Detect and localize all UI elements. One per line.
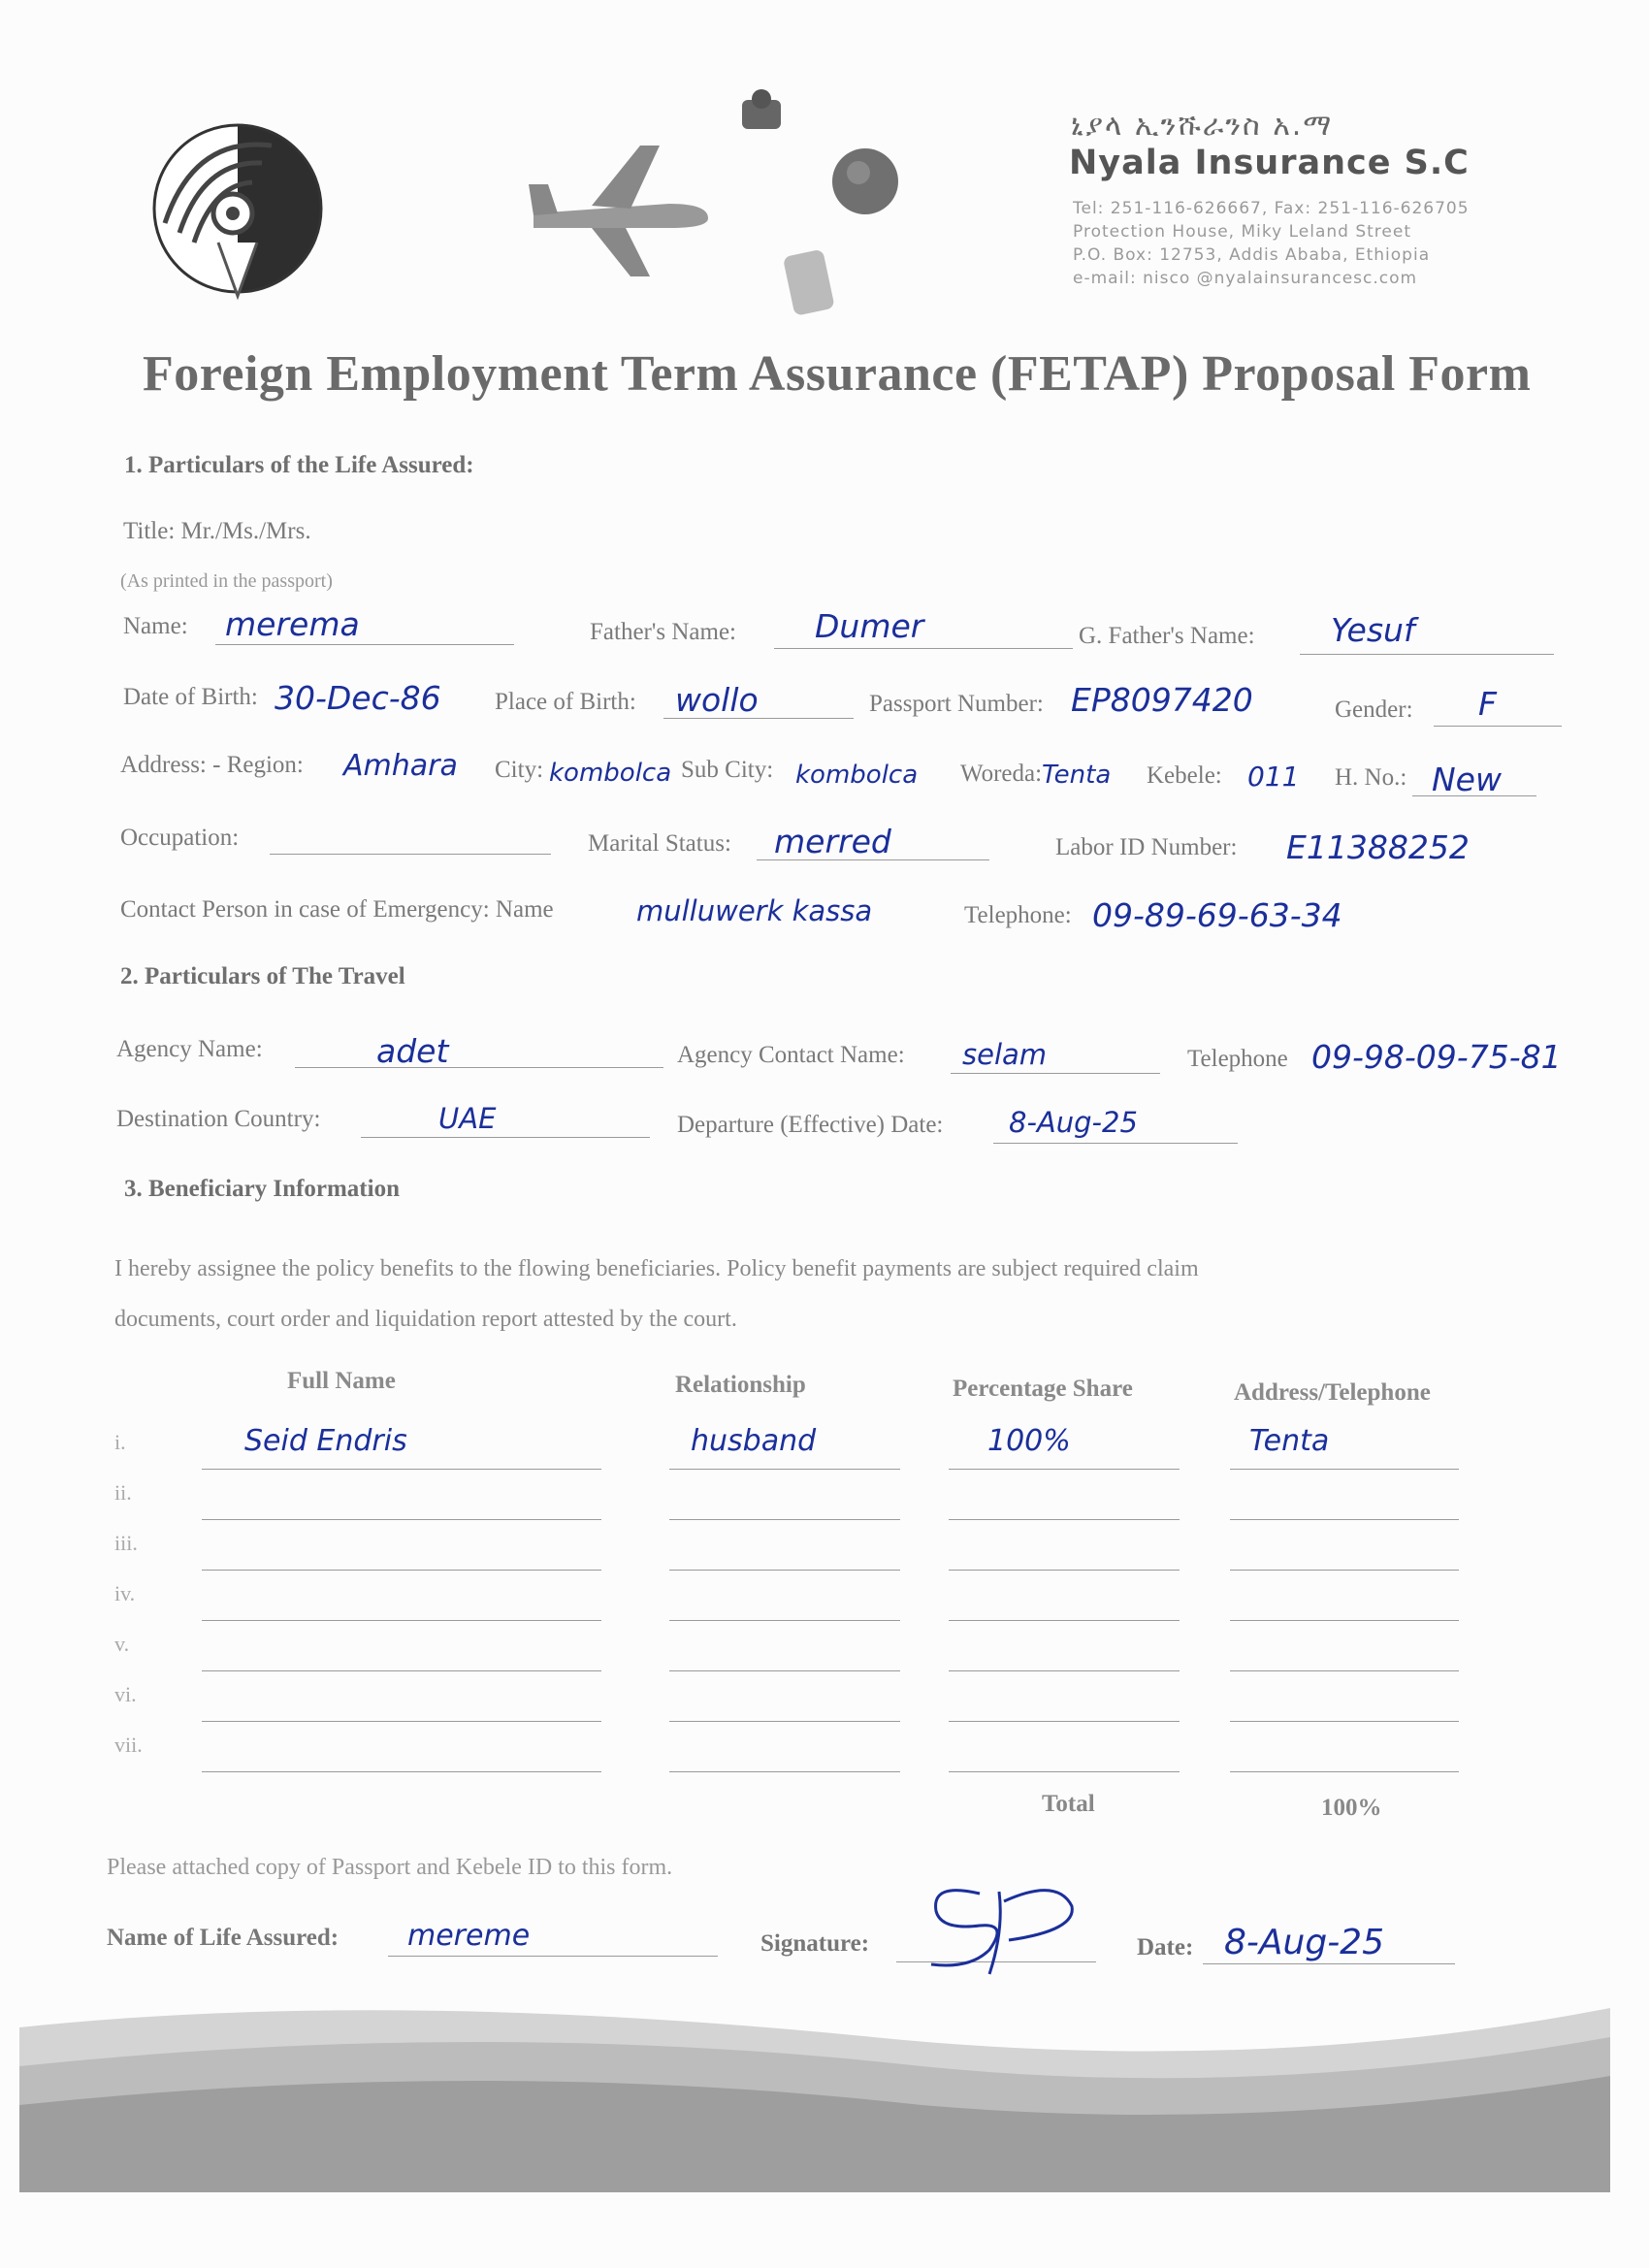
company-address: Protection House, Miky Leland Street [1073, 222, 1411, 242]
row-number: iii. [114, 1531, 138, 1555]
beneficiary-relationship-line [669, 1469, 900, 1470]
agency-contact-field-line [951, 1073, 1160, 1074]
beneficiary-full-name-line [202, 1620, 601, 1621]
beneficiary-full-name[interactable]: Seid Endris [244, 1424, 407, 1458]
labor-id-value[interactable]: E11388252 [1286, 828, 1470, 866]
beneficiary-full-name-line [202, 1469, 601, 1470]
beneficiary-percentage-share-line [949, 1670, 1180, 1671]
father-name-label: Father's Name: [590, 619, 736, 645]
beneficiary-intro-line1: I hereby assignee the policy benefits to the flowing beneficiaries. Policy benefit payments are subject required claim [114, 1256, 1199, 1281]
company-name-amharic: ኒያላ ኢንሹራንስ አ.ማ [1071, 109, 1334, 143]
emergency-contact-value[interactable]: mulluwerk kassa [636, 894, 873, 927]
beneficiary-full-name-line [202, 1519, 601, 1520]
name-field-line [215, 644, 514, 645]
date-field-line [1203, 1963, 1455, 1964]
pob-label: Place of Birth: [495, 689, 636, 715]
beneficiary-percentage-share-line [949, 1469, 1180, 1470]
footer-wave-decoration [0, 1998, 1649, 2212]
departure-date-field-line [993, 1143, 1238, 1144]
agency-telephone-label: Telephone [1187, 1046, 1288, 1072]
col-header-percentage-share: Percentage Share [953, 1376, 1133, 1402]
beneficiary-percentage-share-line [949, 1519, 1180, 1520]
row-number: iv. [114, 1581, 136, 1605]
marital-status-value[interactable]: merred [774, 823, 891, 860]
beneficiary-address-line [1230, 1670, 1459, 1671]
beneficiary-intro-line2: documents, court order and liquidation report attested by the court. [114, 1307, 737, 1332]
gfather-name-value[interactable]: Yesuf [1331, 611, 1415, 649]
subcity-value[interactable]: kombolca [795, 761, 919, 790]
attachment-note: Please attached copy of Passport and Kebele ID to this form. [107, 1855, 673, 1880]
beneficiary-percentage-share-line [949, 1771, 1180, 1772]
total-label: Total [1042, 1791, 1095, 1817]
emergency-contact-label: Contact Person in case of Emergency: Name [120, 896, 554, 923]
beneficiary-percentage-share-line [949, 1570, 1180, 1571]
life-assured-label: Name of Life Assured: [107, 1925, 340, 1951]
beneficiary-address-line [1230, 1519, 1459, 1520]
beneficiary-address-line [1230, 1620, 1459, 1621]
signature-label: Signature: [760, 1930, 870, 1957]
dob-value[interactable]: 30-Dec-86 [275, 679, 441, 717]
title-note: (As printed in the passport) [120, 570, 333, 592]
section2-heading: 2. Particulars of The Travel [120, 963, 405, 989]
row-number: vi. [114, 1682, 137, 1706]
row-number: i. [114, 1430, 126, 1454]
hno-value[interactable]: New [1432, 761, 1502, 798]
section3-heading: 3. Beneficiary Information [124, 1176, 400, 1202]
beneficiary-percentage-share[interactable]: 100% [987, 1424, 1071, 1458]
emergency-telephone-value[interactable]: 09-89-69-63-34 [1092, 896, 1342, 934]
life-assured-field-line [388, 1956, 718, 1957]
destination-value[interactable]: UAE [438, 1102, 497, 1135]
airplane-icon [524, 136, 718, 281]
beneficiary-relationship-line [669, 1620, 900, 1621]
col-header-relationship: Relationship [675, 1372, 806, 1398]
pob-value[interactable]: wollo [675, 681, 759, 719]
section1-heading: 1. Particulars of the Life Assured: [124, 452, 474, 478]
beneficiary-full-name-line [202, 1721, 601, 1722]
marital-status-label: Marital Status: [588, 830, 731, 857]
beneficiary-address-line [1230, 1469, 1459, 1470]
hno-label: H. No.: [1335, 764, 1407, 791]
beneficiary-full-name-line [202, 1570, 601, 1571]
subcity-label: Sub City: [681, 757, 774, 783]
region-label: Address: - Region: [120, 752, 304, 778]
dob-label: Date of Birth: [123, 684, 258, 710]
passport-value[interactable]: EP8097420 [1071, 681, 1253, 719]
occupation-field-line [270, 854, 551, 855]
beneficiary-relationship-line [669, 1519, 900, 1520]
title-label: Title: Mr./Ms./Mrs. [123, 518, 311, 544]
occupation-label: Occupation: [120, 825, 240, 851]
company-email: e-mail: nisco @nyalainsurancesc.com [1073, 269, 1418, 288]
row-number: vii. [114, 1733, 143, 1757]
agency-contact-label: Agency Contact Name: [677, 1042, 905, 1068]
company-tel: Tel: 251-116-626667, Fax: 251-116-626705 [1073, 199, 1470, 218]
agency-name-value[interactable]: adet [376, 1032, 449, 1070]
beneficiary-relationship-line [669, 1771, 900, 1772]
father-name-field-line [774, 648, 1073, 649]
woreda-value[interactable]: Tenta [1042, 761, 1112, 790]
beneficiary-address[interactable]: Tenta [1249, 1424, 1330, 1458]
woreda-label: Woreda: [960, 761, 1043, 787]
name-value[interactable]: merema [225, 605, 360, 643]
beneficiary-address-line [1230, 1771, 1459, 1772]
beneficiary-full-name-line [202, 1771, 601, 1772]
row-number: ii. [114, 1480, 132, 1505]
date-label: Date: [1137, 1934, 1194, 1960]
phone-icon [781, 247, 839, 320]
agency-contact-value[interactable]: selam [962, 1038, 1048, 1071]
beneficiary-intro [114, 1244, 1199, 1345]
beneficiary-relationship-line [669, 1570, 900, 1571]
date-value[interactable]: 8-Aug-25 [1224, 1923, 1384, 1962]
company-contact [1073, 197, 1470, 290]
signature-mark[interactable] [912, 1872, 1086, 1979]
departure-date-label: Departure (Effective) Date: [677, 1112, 944, 1138]
agency-name-label: Agency Name: [116, 1036, 263, 1062]
region-value[interactable]: Amhara [343, 749, 458, 783]
city-label: City: [495, 757, 544, 783]
beneficiary-relationship-line [669, 1721, 900, 1722]
passport-label: Passport Number: [869, 691, 1044, 717]
globe-icon [829, 146, 902, 218]
company-po-box: P.O. Box: 12753, Addis Ababa, Ethiopia [1073, 245, 1431, 265]
agency-telephone-value[interactable]: 09-98-09-75-81 [1311, 1038, 1562, 1076]
life-assured-value[interactable]: mereme [407, 1919, 531, 1953]
gfather-name-field-line [1300, 654, 1554, 655]
city-value[interactable]: kombolca [549, 759, 672, 788]
beneficiary-percentage-share-line [949, 1620, 1180, 1621]
labor-id-label: Labor ID Number: [1055, 834, 1238, 860]
departure-date-value[interactable]: 8-Aug-25 [1009, 1106, 1138, 1139]
location-pin-icon [737, 85, 786, 139]
form-title: Foreign Employment Term Assurance (FETAP) Proposal Form [143, 346, 1532, 402]
name-label: Name: [123, 613, 188, 639]
company-name: Nyala Insurance S.C [1069, 144, 1470, 182]
kebele-value[interactable]: 011 [1247, 761, 1300, 793]
father-name-value[interactable]: Dumer [815, 607, 924, 645]
gfather-name-label: G. Father's Name: [1079, 623, 1255, 649]
col-header-address-telephone: Address/Telephone [1234, 1379, 1431, 1406]
total-value: 100% [1321, 1795, 1382, 1821]
destination-field-line [361, 1137, 650, 1138]
agency-name-field-line [295, 1067, 663, 1068]
beneficiary-percentage-share-line [949, 1721, 1180, 1722]
row-number: v. [114, 1632, 130, 1656]
destination-label: Destination Country: [116, 1106, 321, 1132]
beneficiary-full-name-line [202, 1670, 601, 1671]
kebele-label: Kebele: [1147, 762, 1222, 789]
gender-field-line [1434, 726, 1562, 727]
company-logo [126, 116, 340, 310]
beneficiary-address-line [1230, 1721, 1459, 1722]
beneficiary-relationship[interactable]: husband [691, 1424, 817, 1458]
gender-value[interactable]: F [1478, 685, 1497, 723]
beneficiary-relationship-line [669, 1670, 900, 1671]
beneficiary-address-line [1230, 1570, 1459, 1571]
gender-label: Gender: [1335, 697, 1413, 723]
col-header-full-name: Full Name [287, 1368, 396, 1394]
emergency-telephone-label: Telephone: [964, 902, 1072, 928]
